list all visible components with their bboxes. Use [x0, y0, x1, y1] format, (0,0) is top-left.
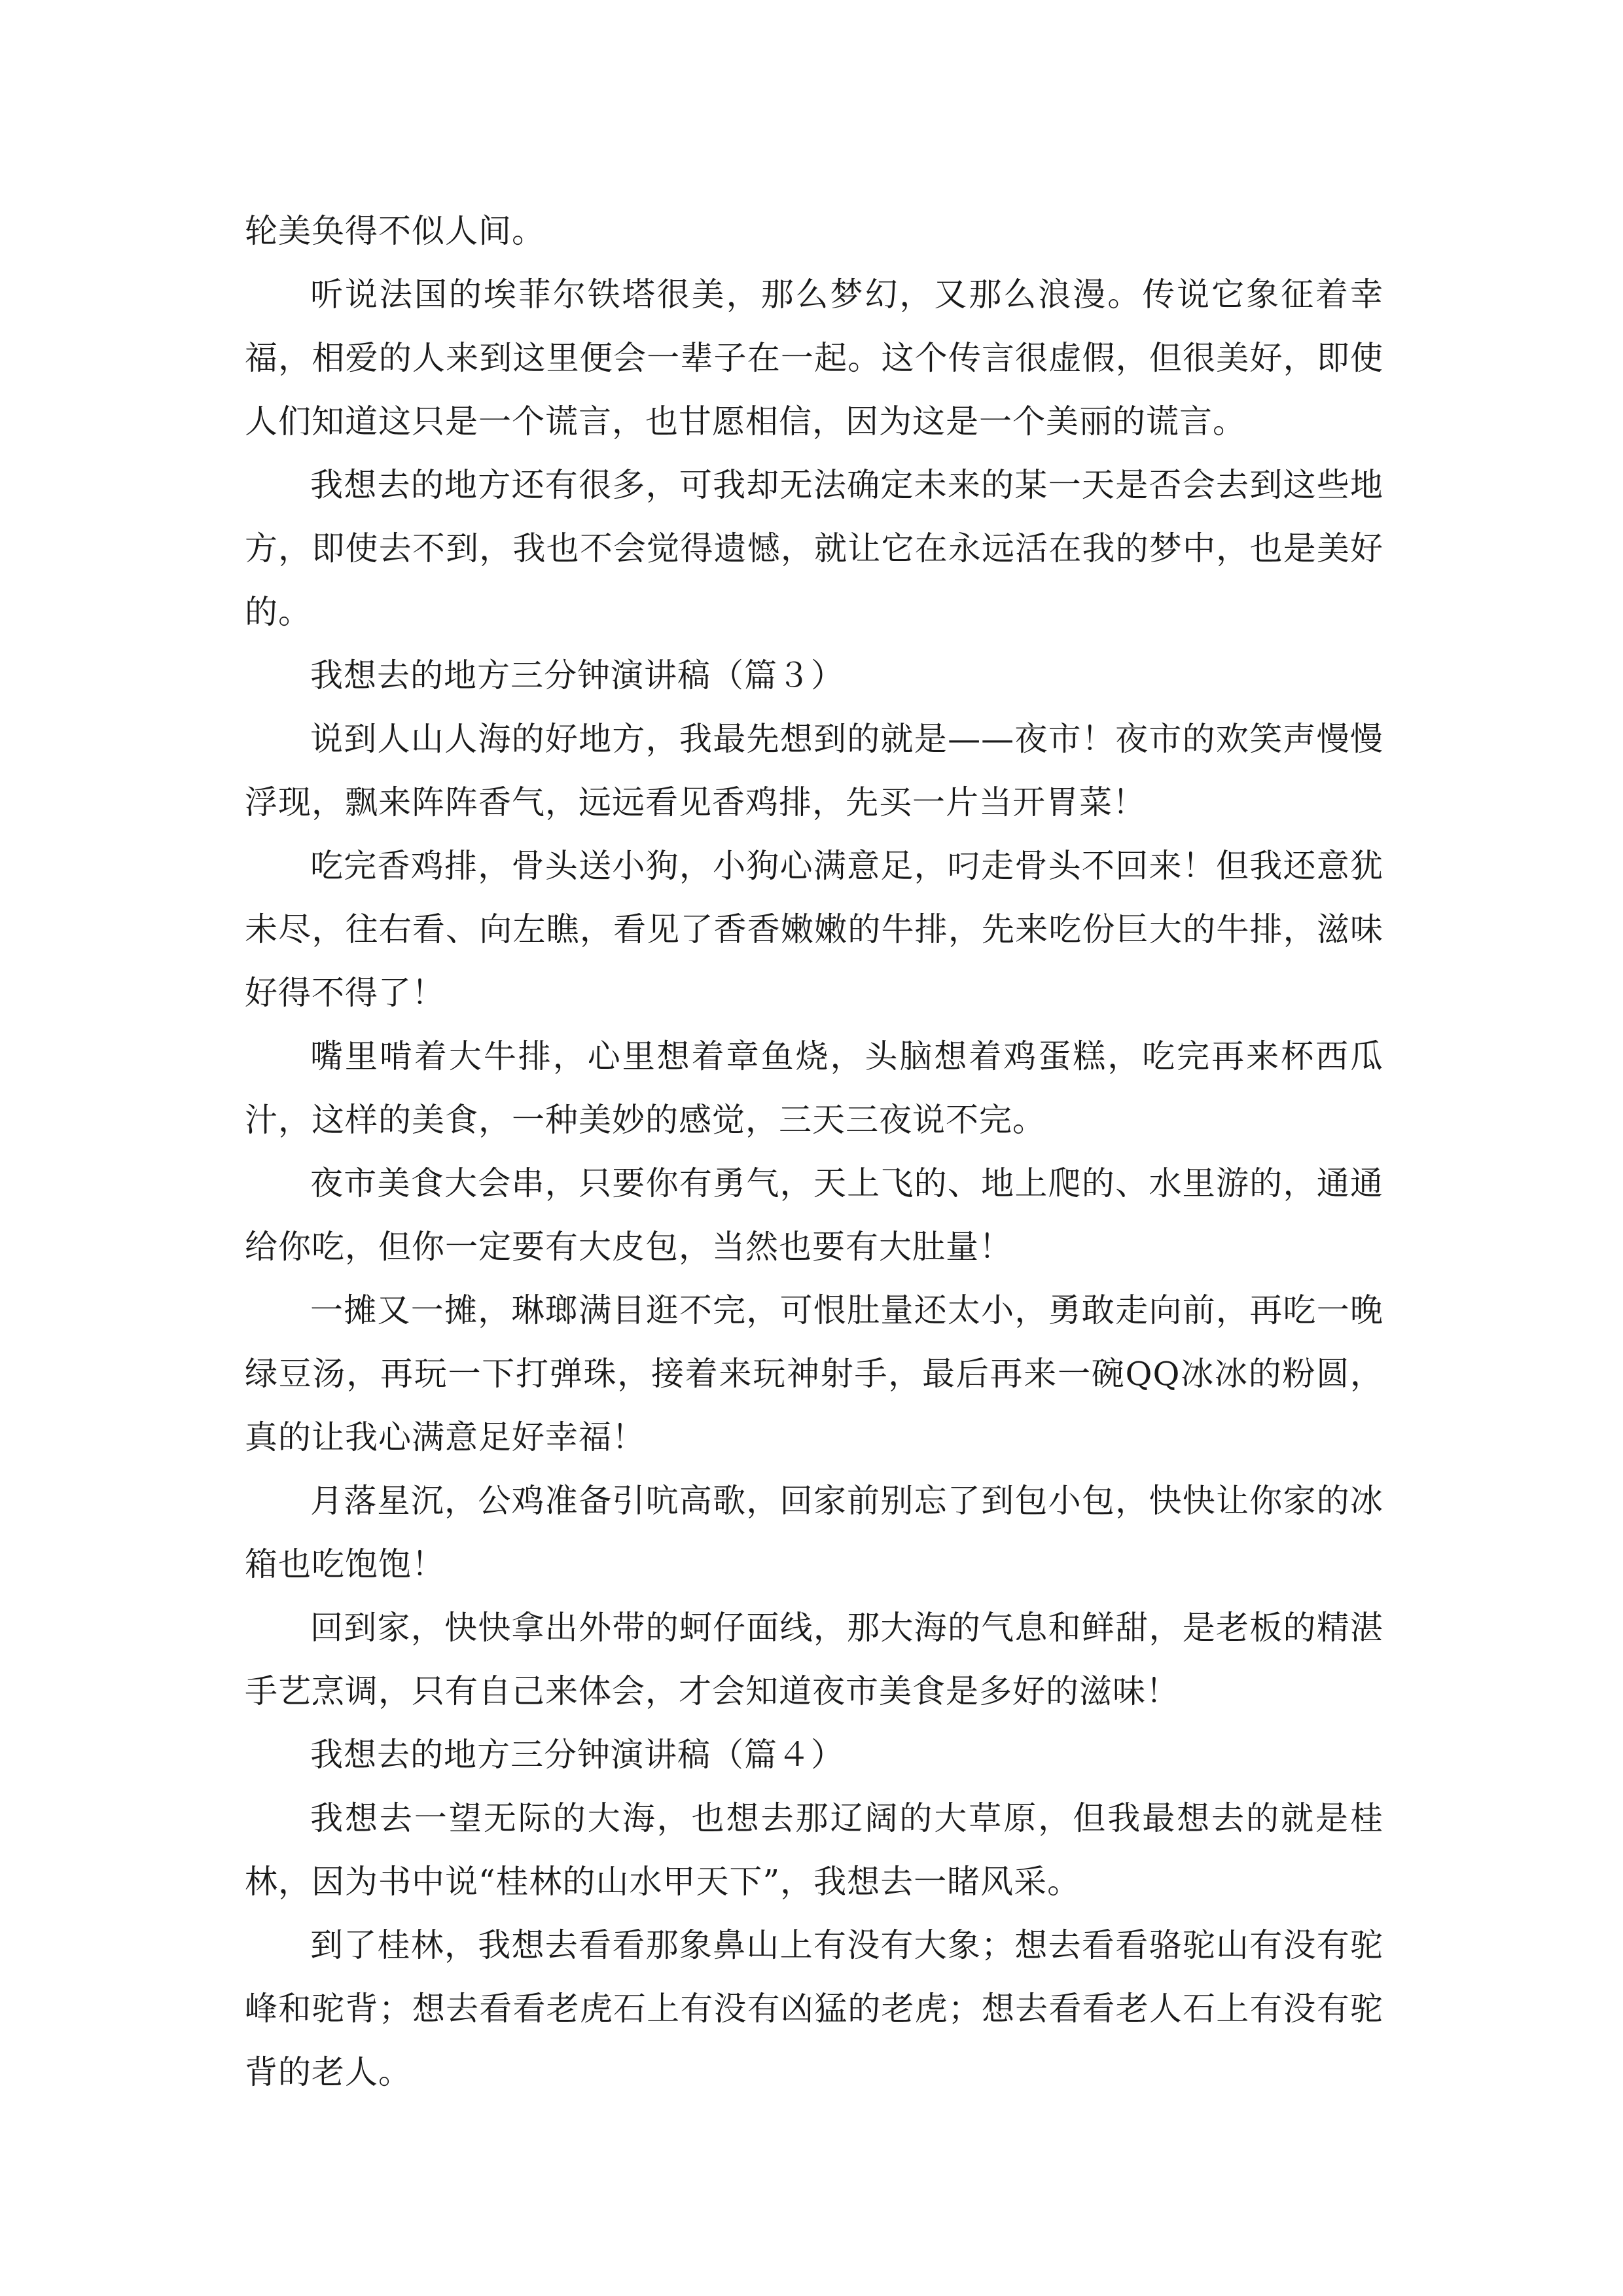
paragraph: 月落星沉，公鸡准备引吭高歌，回家前别忘了到包小包，快快让你家的冰箱也吃饱饱！	[245, 1482, 1383, 1583]
paragraph: 吃完香鸡排，骨头送小狗，小狗心满意足，叼走骨头不回来！但我还意犹未尽，往右看、向左瞧，看见了香香嫩嫩的牛排，先来吃份巨大的牛排，滋味好得不得了！	[245, 847, 1383, 1012]
paragraph: 到了桂林，我想去看看那象鼻山上有没有大象；想去看看骆驼山有没有驼峰和驼背；想去看看老虎石上有没有凶猛的老虎；想去看看老人石上有没有驼背的老人。	[245, 1926, 1383, 2091]
section-heading-4: 我想去的地方三分钟演讲稿（篇４）	[310, 1736, 844, 1774]
paragraph: 回到家，快快拿出外带的蚵仔面线，那大海的气息和鲜甜，是老板的精湛手艺烹调，只有自己来体会，才会知道夜市美食是多好的滋味！	[245, 1609, 1383, 1710]
paragraph-continuation: 轮美奂得不似人间。	[245, 212, 545, 250]
document-body	[245, 200, 1383, 2104]
paragraph: 说到人山人海的好地方，我最先想到的就是——夜市！夜市的欢笑声慢慢浮现，飘来阵阵香气，远远看见香鸡排，先买一片当开胃菜！	[245, 720, 1383, 821]
section-heading-3: 我想去的地方三分钟演讲稿（篇３）	[310, 656, 844, 694]
paragraph: 听说法国的埃菲尔铁塔很美，那么梦幻，又那么浪漫。传说它象征着幸福，相爱的人来到这里便会一辈子在一起。这个传言很虚假，但很美好，即使人们知道这只是一个谎言，也甘愿相信，因为这是一个美丽的谎言。	[245, 276, 1383, 440]
paragraph: 我想去的地方还有很多，可我却无法确定未来的某一天是否会去到这些地方，即使去不到，我也不会觉得遗憾，就让它在永远活在我的梦中，也是美好的。	[245, 466, 1383, 631]
paragraph: 一摊又一摊，琳瑯满目逛不完，可恨肚量还太小，勇敢走向前，再吃一晚绿豆汤，再玩一下打弹珠，接着来玩神射手，最后再来一碗QQ冰冰的粉圆，真的让我心满意足好幸福！	[245, 1291, 1383, 1456]
paragraph: 嘴里啃着大牛排，心里想着章鱼烧，头脑想着鸡蛋糕，吃完再来杯西瓜汁，这样的美食，一种美妙的感觉，三天三夜说不完。	[245, 1037, 1383, 1139]
paragraph: 我想去一望无际的大海，也想去那辽阔的大草原，但我最想去的就是桂林，因为书中说“桂林的山水甲天下”，我想去一睹风采。	[245, 1799, 1383, 1901]
paragraph: 夜市美食大会串，只要你有勇气，天上飞的、地上爬的、水里游的，通通给你吃，但你一定要有大皮包，当然也要有大肚量！	[245, 1164, 1383, 1266]
